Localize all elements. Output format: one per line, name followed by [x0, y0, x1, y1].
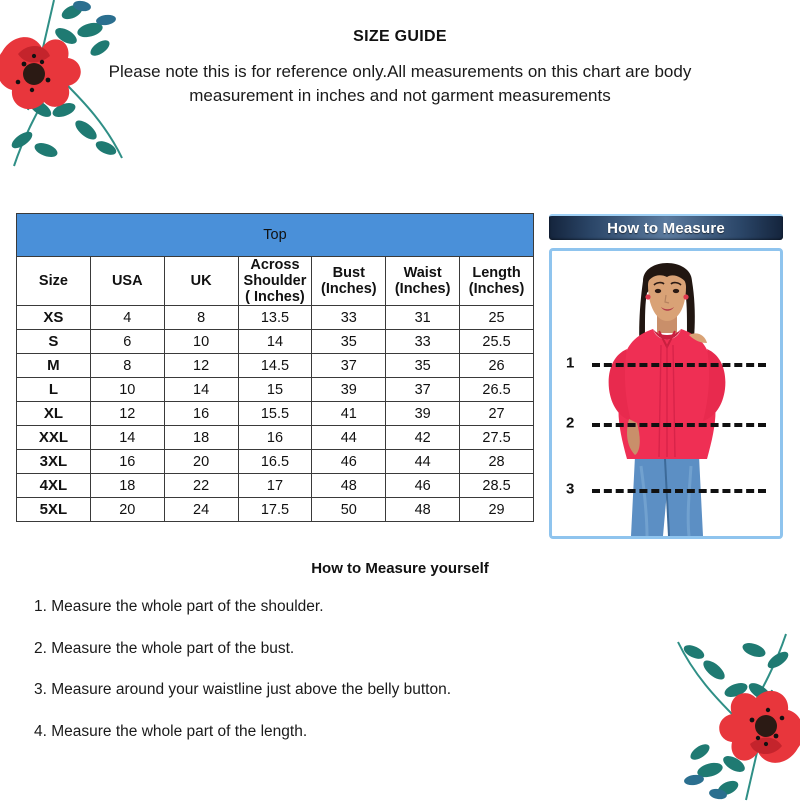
- measurement-cell: 39: [312, 378, 386, 402]
- measure-line-2: [592, 423, 766, 427]
- measurement-cell: 26: [460, 354, 534, 378]
- how-to-measure-yourself-title: How to Measure yourself: [311, 560, 489, 577]
- measure-figure: [549, 248, 783, 539]
- measure-marker-1: 1: [566, 354, 575, 372]
- measurement-cell: 50: [312, 498, 386, 522]
- table-row: [17, 402, 534, 426]
- measure-marker-3: 3: [566, 480, 575, 498]
- measurement-cell: 18: [90, 474, 164, 498]
- size-cell: 5XL: [17, 498, 91, 522]
- column-header-line: Across: [250, 257, 300, 273]
- measurement-cell: 13.5: [238, 306, 312, 330]
- column-header-line: ( Inches): [245, 289, 305, 305]
- how-to-measure-banner: How to Measure: [549, 214, 783, 240]
- measurement-cell: 4: [90, 306, 164, 330]
- measurement-cell: 37: [312, 354, 386, 378]
- table-row: [17, 450, 534, 474]
- column-header-line: Shoulder: [243, 273, 307, 289]
- model-illustration: [552, 251, 780, 536]
- measure-steps-list: [0, 598, 800, 741]
- size-cell: XXL: [17, 426, 91, 450]
- column-header-line: Bust: [332, 265, 365, 281]
- column-header-line: Length: [472, 265, 521, 281]
- measurement-cell: 6: [90, 330, 164, 354]
- measurement-cell: 17.5: [238, 498, 312, 522]
- measurement-cell: 15.5: [238, 402, 312, 426]
- page-header: [0, 28, 800, 108]
- measurement-cell: 24: [164, 498, 238, 522]
- measurement-cell: 20: [90, 498, 164, 522]
- size-cell: XL: [17, 402, 91, 426]
- measurement-cell: 16: [164, 402, 238, 426]
- measurement-cell: 14: [238, 330, 312, 354]
- measure-step-4: 4. Measure the whole part of the length.: [34, 722, 308, 740]
- measurement-cell: 14: [90, 426, 164, 450]
- column-header-line: Waist: [403, 265, 442, 281]
- page-title: SIZE GUIDE: [353, 28, 447, 45]
- size-cell: M: [17, 354, 91, 378]
- table-row: [17, 426, 534, 450]
- column-header-0: [17, 257, 91, 306]
- table-title: Top: [17, 214, 534, 257]
- table-column-header-row: [17, 257, 534, 306]
- measurement-cell: 25.5: [460, 330, 534, 354]
- table-row: [17, 378, 534, 402]
- measure-line-1: [592, 363, 766, 367]
- measurement-cell: 46: [386, 474, 460, 498]
- size-chart-table: [16, 213, 534, 522]
- measurement-cell: 27: [460, 402, 534, 426]
- measurement-cell: 16: [238, 426, 312, 450]
- measurement-cell: 48: [386, 498, 460, 522]
- measurement-cell: 16.5: [238, 450, 312, 474]
- measurement-cell: 20: [164, 450, 238, 474]
- measurement-cell: 16: [90, 450, 164, 474]
- table-row: [17, 474, 534, 498]
- measurement-cell: 15: [238, 378, 312, 402]
- column-header-1: [90, 257, 164, 306]
- measurement-cell: 31: [386, 306, 460, 330]
- size-cell: L: [17, 378, 91, 402]
- measure-step-1: 1. Measure the whole part of the shoulder.: [34, 598, 324, 615]
- column-header-3: [238, 257, 312, 306]
- measurement-cell: 18: [164, 426, 238, 450]
- column-header-line: USA: [111, 273, 143, 289]
- measurement-cell: 37: [386, 378, 460, 402]
- measurement-cell: 10: [90, 378, 164, 402]
- column-header-line: (Inches): [321, 281, 377, 297]
- size-cell: XS: [17, 306, 91, 330]
- measurement-cell: 33: [386, 330, 460, 354]
- measurement-cell: 48: [312, 474, 386, 498]
- column-header-line: (Inches): [394, 281, 451, 297]
- measure-step-2: 2. Measure the whole part of the bust.: [34, 639, 295, 657]
- column-header-line: Size: [38, 273, 68, 289]
- column-header-line: (Inches): [468, 281, 525, 297]
- measure-marker-2: 2: [566, 414, 575, 432]
- measurement-cell: 41: [312, 402, 386, 426]
- measurement-cell: 42: [386, 426, 460, 450]
- measurement-cell: 22: [164, 474, 238, 498]
- column-header-5: [386, 257, 460, 306]
- measurement-cell: 44: [312, 426, 386, 450]
- measurement-cell: 35: [386, 354, 460, 378]
- table-row: [17, 354, 534, 378]
- measurement-cell: 14: [164, 378, 238, 402]
- instructions-section: [0, 560, 800, 764]
- size-cell: 3XL: [17, 450, 91, 474]
- table-title-row: [17, 214, 534, 257]
- measurement-cell: 28: [460, 450, 534, 474]
- measurement-cell: 12: [164, 354, 238, 378]
- how-to-measure-panel: [549, 214, 783, 539]
- measurement-cell: 10: [164, 330, 238, 354]
- measurement-cell: 33: [312, 306, 386, 330]
- column-header-2: [164, 257, 238, 306]
- measurement-cell: 39: [386, 402, 460, 426]
- measurement-cell: 28.5: [460, 474, 534, 498]
- measurement-cell: 14.5: [238, 354, 312, 378]
- measurement-cell: 8: [164, 306, 238, 330]
- measurement-cell: 17: [238, 474, 312, 498]
- measurement-cell: 26.5: [460, 378, 534, 402]
- size-cell: 4XL: [17, 474, 91, 498]
- measurement-cell: 25: [460, 306, 534, 330]
- measurement-cell: 44: [386, 450, 460, 474]
- column-header-4: [312, 257, 386, 306]
- measurement-cell: 35: [312, 330, 386, 354]
- column-header-6: [460, 257, 534, 306]
- column-header-line: UK: [190, 273, 212, 289]
- table-row: [17, 498, 534, 522]
- guide-note: Please note this is for reference only.All measurements on this chart are body measurement in inches and not garment measurements: [108, 62, 692, 106]
- measurement-cell: 27.5: [460, 426, 534, 450]
- measure-line-3: [592, 489, 766, 493]
- table-row: [17, 306, 534, 330]
- table-body: [17, 306, 534, 522]
- measure-step-3: 3. Measure around your waistline just above the belly button.: [34, 681, 452, 699]
- measurement-cell: 8: [90, 354, 164, 378]
- measurement-cell: 29: [460, 498, 534, 522]
- measurement-cell: 12: [90, 402, 164, 426]
- table-row: [17, 330, 534, 354]
- size-cell: S: [17, 330, 91, 354]
- measurement-cell: 46: [312, 450, 386, 474]
